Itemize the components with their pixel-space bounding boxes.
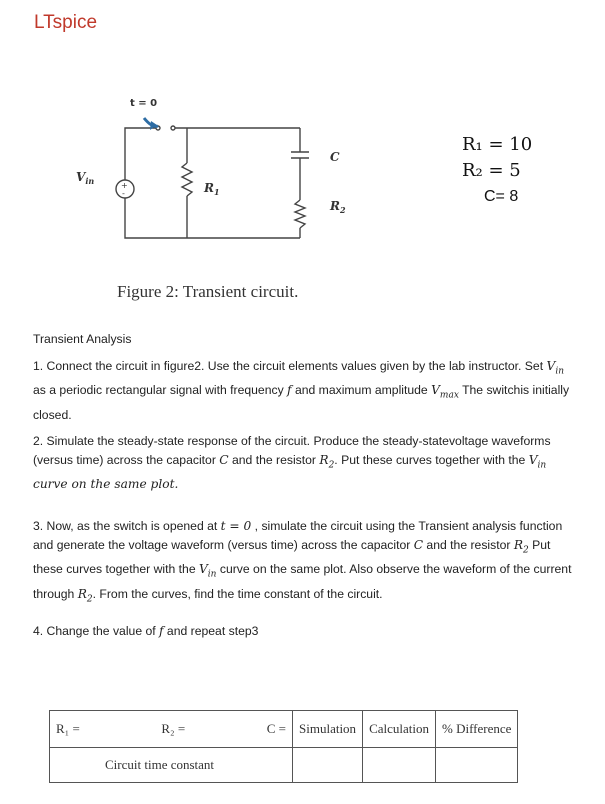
table-r2-label: R₂ = xyxy=(161,721,186,736)
row-label: Circuit time constant xyxy=(50,748,293,783)
circuit-diagram xyxy=(60,88,360,248)
param-c: C= 8 xyxy=(484,188,519,205)
figure-caption: Figure 2: Transient circuit. xyxy=(117,282,299,301)
r1-sub: 1 xyxy=(213,187,220,197)
svg-text:-: - xyxy=(122,189,125,198)
app-title: LTspice xyxy=(34,12,98,33)
cell-simulation[interactable] xyxy=(293,748,363,783)
param-r1: R₁ = 10 xyxy=(462,134,533,155)
r2-sub: 2 xyxy=(339,205,346,215)
header-simulation: Simulation xyxy=(293,711,363,748)
step-1: 1. Connect the circuit in figure2. Use the circuit elements values given by the lab instructor. Set $V_{in}$ as a periodic rectangular signal with frequency f and maximum amplitude $V_{max}$ The switchis initially closed. xyxy=(33,359,570,422)
param-r2: R₂ = 5 xyxy=(462,160,521,181)
step-4: 4. Change the value of f and repeat step3 xyxy=(33,624,259,638)
source-sub: in xyxy=(85,176,95,186)
svg-text:Vin xyxy=(76,170,94,186)
section-title: Transient Analysis xyxy=(33,332,132,346)
switch-label: t = 0 xyxy=(130,98,158,109)
table-r1-label: R₁ = xyxy=(56,721,80,736)
source-label: V xyxy=(76,170,86,184)
params-block xyxy=(462,132,532,210)
results-table xyxy=(49,710,518,783)
svg-text:R2 xyxy=(329,199,346,215)
svg-text:R1 xyxy=(203,181,220,197)
svg-text:+: + xyxy=(121,181,128,190)
r2-label: R xyxy=(330,199,340,213)
cell-difference[interactable] xyxy=(436,748,518,783)
cell-calculation[interactable] xyxy=(363,748,436,783)
cap-label: C xyxy=(330,150,340,164)
step-2: 2. Simulate the steady-state response of the circuit. Produce the steady-statevoltage waveforms (versus time) across the capacitor C and the resistor $R_2$. Put these curves together with the $V_{in}$ curve on the same plot. xyxy=(33,434,551,492)
r1-label: R xyxy=(204,181,214,195)
header-difference: % Difference xyxy=(436,711,518,748)
step-3: 3. Now, as the switch is opened at t = 0 , simulate the circuit using the Transient analysis function and generate the voltage waveform (versus time) across the capacitor C and the resistor $R_2$ Put these curves together with the $V_{in}$ curve on the same plot. Also observe the waveform of the current through $R_2$. From the curves, find the time constant of the circuit. xyxy=(33,519,572,605)
header-calculation: Calculation xyxy=(363,711,436,748)
values-cell xyxy=(50,711,293,748)
table-c-label: C = xyxy=(266,721,286,736)
